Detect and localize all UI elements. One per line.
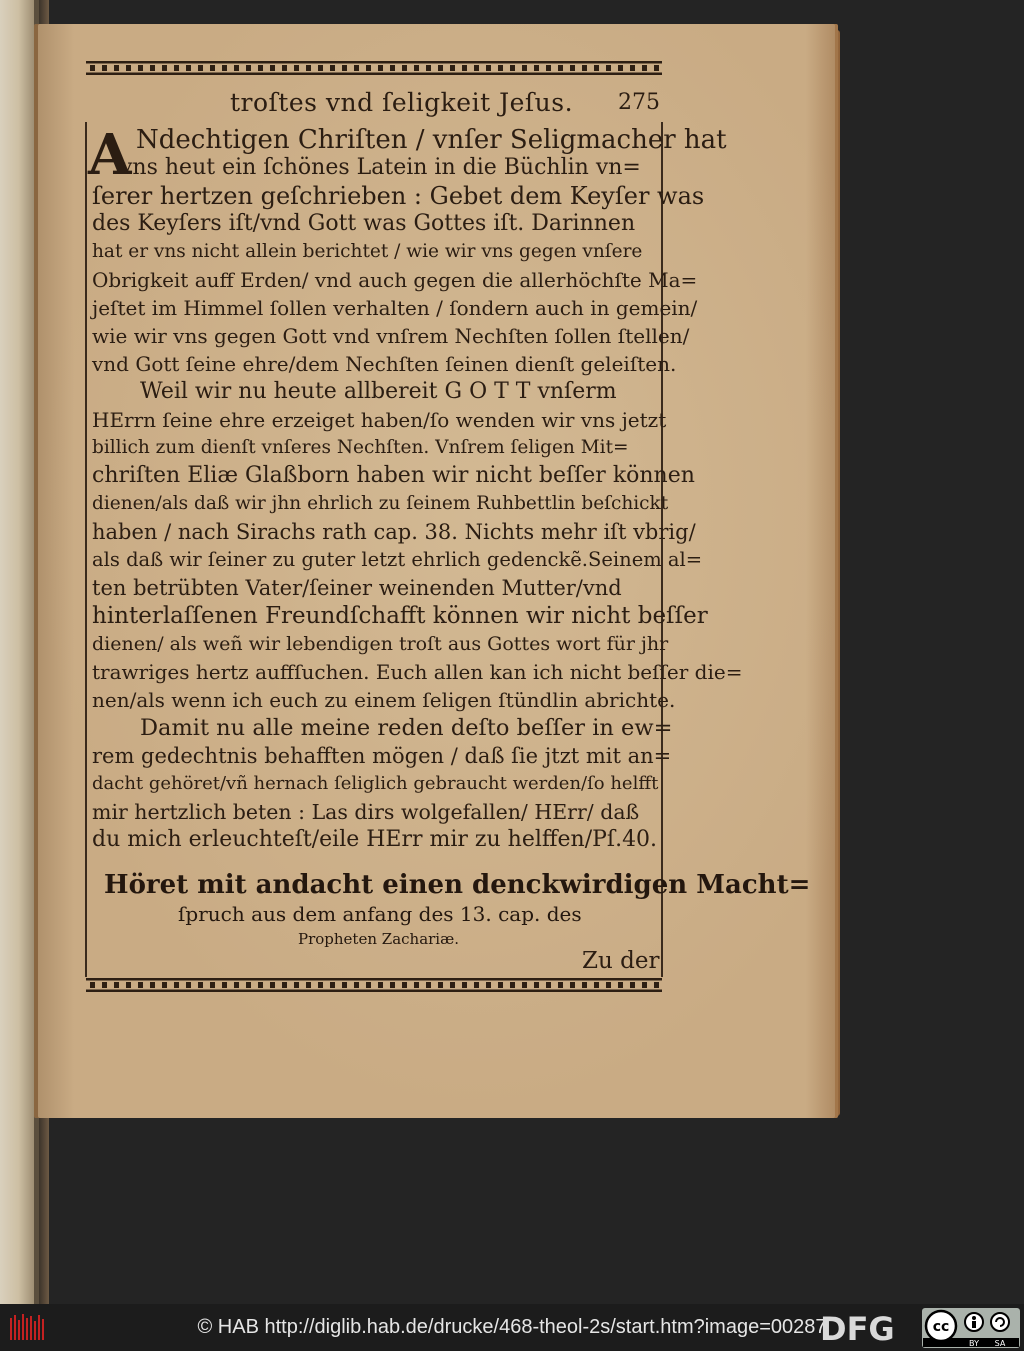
text-line: dienen/ als weñ wir lebendigen troſt aus Gottes wort für jhr: [92, 633, 669, 655]
facing-page-edge: [0, 0, 34, 1304]
sa-label: SA: [994, 1339, 1006, 1348]
text-line: dacht gehöret/vñ hernach ſeliglich gebraucht werden/ſo helfft: [92, 773, 659, 794]
text-line: als daß wir ſeiner zu guter letzt ehrlich gedenckẽ.Seinem al=: [92, 548, 703, 571]
text-line: rem gedechtnis behafften mögen / daß ſie jtzt mit an=: [92, 744, 672, 768]
text-line: Ndechtigen Chriſten / vnſer Seligmacher hat: [136, 125, 727, 155]
text-line: dienen/als daß wir jhn ehrlich zu ſeinem Ruhbettlin beſchickt: [92, 493, 669, 514]
section-heading-line-3: Propheten Zachariæ.: [298, 930, 459, 948]
dfg-logo[interactable]: [818, 1311, 928, 1345]
svg-text:cc: cc: [932, 1319, 950, 1335]
text-line: vns heut ein ſchönes Latein in die Büchlin vn=: [120, 155, 641, 180]
running-head: troſtes vnd ſeligkeit Jeſus.: [230, 88, 574, 117]
section-heading-line-2: ſpruch aus dem anfang des 13. cap. des: [178, 902, 582, 926]
frame-rule-left: [85, 122, 87, 977]
text-line: chriſten Eliæ Glaßborn haben wir nicht beſſer können: [92, 463, 695, 488]
copyright-link[interactable]: © HAB http://diglib.hab.de/drucke/468-theol-2s/start.htm?image=00287: [197, 1316, 827, 1338]
text-line: HErrn ſeine ehre erzeiget haben/ſo wenden wir vns jetzt: [92, 408, 667, 432]
text-line: du mich erleuchteſt/eile HErr mir zu helffen/Pſ.40.: [92, 827, 658, 852]
text-line: Obrigkeit auff Erden/ vnd auch gegen die allerhöchſte Ma=: [92, 268, 698, 292]
text-line: nen/als wenn ich euch zu einem ſeligen ſtündlin abrichte.: [92, 688, 676, 712]
text-line: vnd Gott ſeine ehre/dem Nechſten ſeinen dienſt geleiſten.: [92, 352, 677, 376]
text-line: ten betrübten Vater/ſeiner weinenden Mutter/vnd: [92, 576, 622, 600]
text-line: hinterlaſſenen Freundſchafft können wir nicht beſſer: [92, 603, 708, 629]
text-line: Weil wir nu heute allbereit G O T T vnſerm: [140, 379, 617, 404]
ornamental-rule-bottom: [86, 978, 662, 992]
text-line: haben / nach Sirachs rath cap. 38. Nichts mehr iſt vbrig/: [92, 520, 696, 544]
text-line: wie wir vns gegen Gott vnd vnſrem Nechſten ſollen ſtellen/: [92, 324, 690, 348]
footer-bar: [0, 1304, 1024, 1351]
dfg-logo-text: DFG: [820, 1311, 895, 1345]
cc-by-sa-icon[interactable]: [922, 1308, 1020, 1348]
catchword: Zu der: [582, 948, 660, 974]
text-line: jeſtet im Himmel ſollen verhalten / ſondern auch in gemein/: [92, 296, 698, 320]
text-line: Damit nu alle meine reden deſto beſſer in ew=: [140, 715, 673, 741]
text-line: billich zum dienſt vnſeres Nechſten. Vnſrem ſeligen Mit=: [92, 437, 629, 458]
ornamental-rule-top: [86, 61, 662, 75]
text-line: mir hertzlich beten : Las dirs wolgefallen/ HErr/ daß: [92, 800, 640, 824]
by-label: BY: [969, 1339, 979, 1348]
page-number: 275: [618, 90, 660, 115]
drop-cap: A: [88, 122, 132, 188]
text-line: trawriges hertz auffſuchen. Euch allen kan ich nicht beſſer die=: [92, 660, 743, 684]
text-line: hat er vns nicht allein berichtet / wie wir vns gegen vnſere: [92, 241, 643, 262]
text-line: des Keyſers iſt/vnd Gott was Gottes iſt. Darinnen: [92, 211, 636, 236]
text-line: ſerer hertzen geſchrieben : Gebet dem Keyſer was: [92, 182, 705, 210]
section-heading-line-1: Höret mit andacht einen denckwirdigen Macht=: [104, 870, 811, 900]
